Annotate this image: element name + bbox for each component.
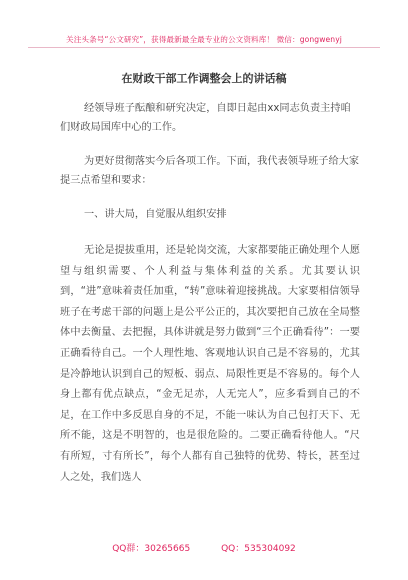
document-title: 在财政干部工作调整会上的讲话稿: [121, 72, 287, 85]
footer-contact: [0, 541, 408, 554]
header-banner: 关注头条号“公文研究”，获得最新最全最专业的公文资料库！ 微信：gongwenyj: [66, 35, 342, 44]
header-divider: [28, 47, 380, 48]
footer-qq-group: QQ群：30265665: [112, 544, 191, 554]
paragraph-3: 无论是提拔重用，还是轮岗交流，大家都要能正确处理个人愿望与组织需要、个人利益与集体利益的关系。尤其要认识到，“进”意味着责任加重，“转”意味着迎接挑战。大家要相信领导班子在考虑干部的问题上是公平公正的，其次要把自己放在全局整体中去衡量、去把握，具体讲就是努力做到“三个正确看待”：一要正确看待自己。一个人理性地、客观地认识自己是不容易的，尤其是冷静地认识到自己的短板、弱点、局限性更是不容易的。每个人身上都有优点缺点，“金无足赤，人无完人”，应多看到自己的不足，在工作中多反思自身的不足，不能一味认为自己包打天下、无所不能，这是不明智的，也是很危险的。二要正确看待他人。“尺有所短，寸有所长”，每个人都有自己独特的优势、特长，甚至过人之处，我们选人: [60, 245, 360, 483]
paragraph-1: 经领导班子酝酿和研究决定，自即日起由xx同志负责主持咱们财政局国库中心的工作。: [60, 103, 351, 133]
paragraph-2: 为更好贯彻落实今后各项工作。下面，我代表领导班子给大家提三点希望和要求：: [60, 156, 360, 186]
footer-qq: QQ：535304092: [221, 544, 296, 554]
section-heading: 一、讲大局，自觉服从组织安排: [84, 209, 227, 220]
